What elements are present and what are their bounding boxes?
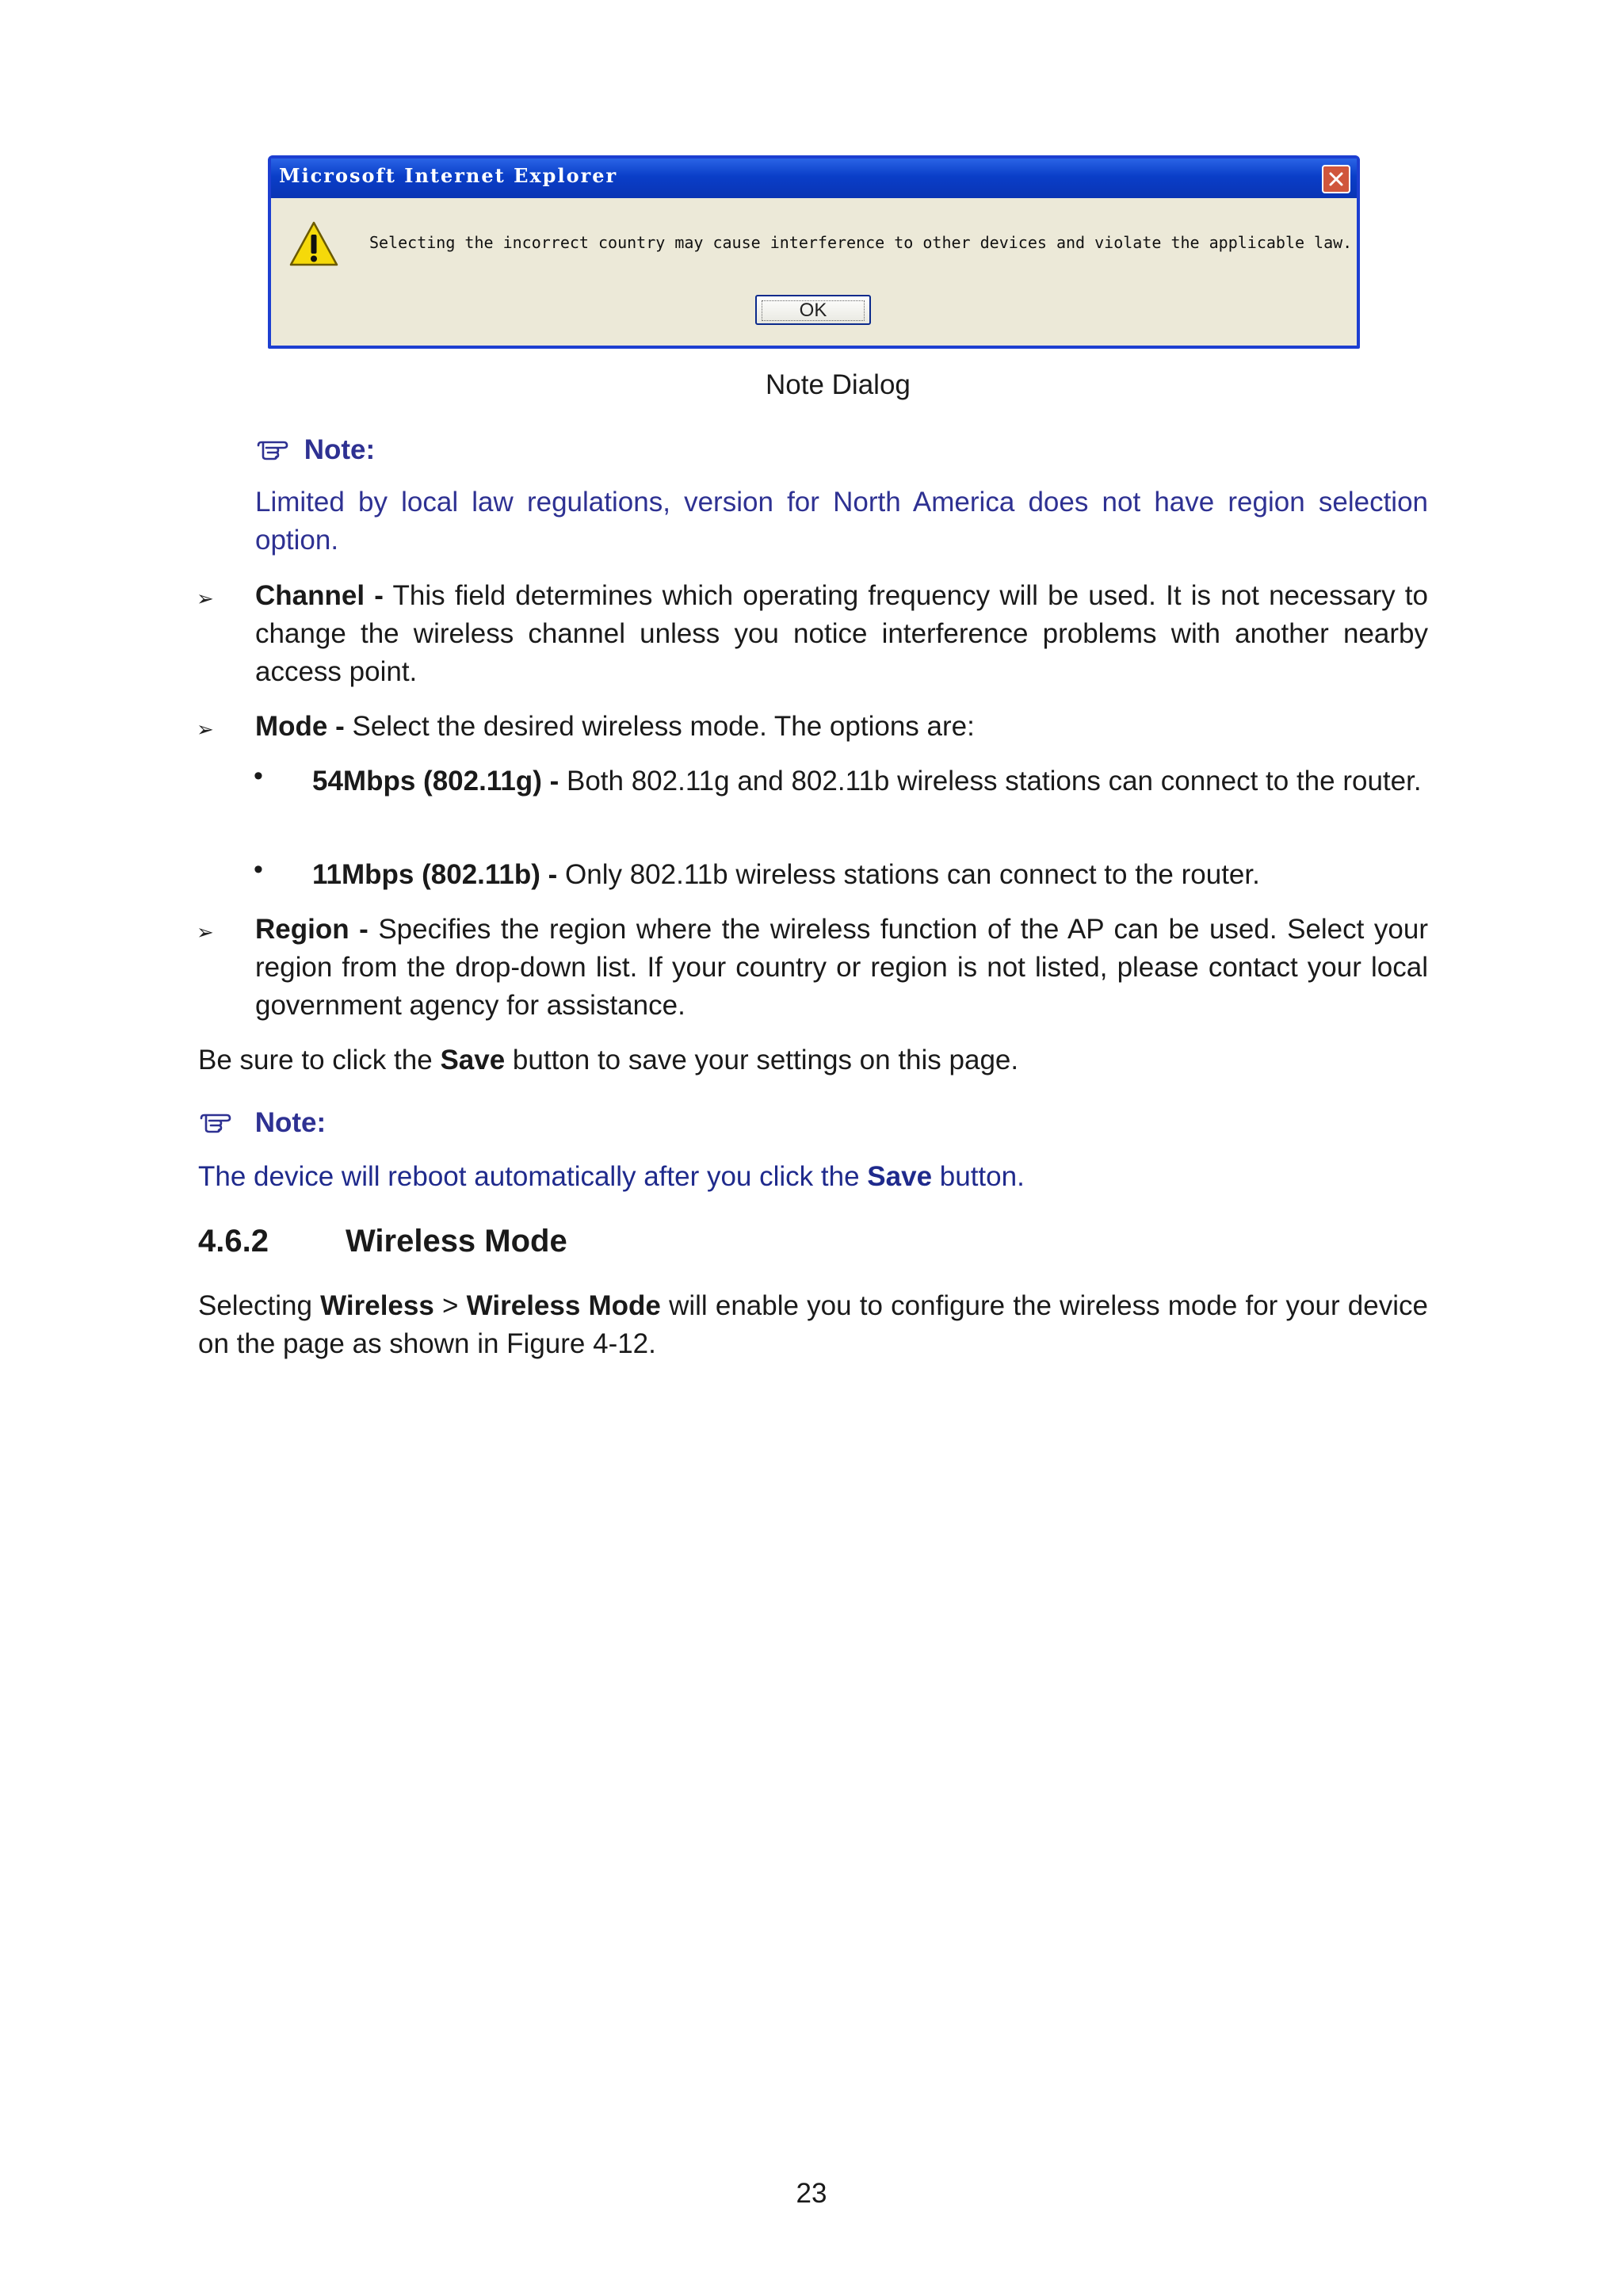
section-number: 4.6.2	[198, 1224, 269, 1259]
note-heading	[198, 1104, 326, 1142]
arrowhead-bullet-icon: ➢	[197, 717, 214, 741]
channel-term: Channel -	[255, 580, 384, 611]
note-heading	[255, 431, 375, 469]
option-term: 54Mbps (802.11g) -	[312, 766, 559, 797]
option-text: Only 802.11b wireless stations can connect to the router.	[565, 859, 1260, 890]
region-term: Region -	[255, 914, 369, 945]
ok-button-label: OK	[762, 300, 865, 321]
page-number: 23	[796, 2178, 827, 2209]
arrowhead-bullet-icon: ➢	[197, 586, 214, 610]
mode-term: Mode -	[255, 711, 345, 742]
note-text	[198, 1158, 1428, 1196]
pointing-hand-icon	[255, 437, 296, 461]
region-text: Specifies the region where the wireless function of the AP can be used. Select your region from the drop-down list. If your country or region is not listed, please contact your local government agency for assistance.	[255, 914, 1428, 1021]
section-text-bold1: Wireless	[320, 1290, 434, 1321]
dialog-message: Selecting the incorrect country may cause interference to other devices and violate the applicable law.	[369, 233, 1353, 252]
region-item	[255, 911, 1428, 1025]
ok-button[interactable]	[755, 295, 871, 325]
arrowhead-bullet-icon: ➢	[197, 920, 214, 944]
mode-item	[255, 708, 1428, 746]
option-item	[312, 762, 1428, 800]
figure-caption: Note Dialog	[766, 369, 911, 400]
save-bold: Save	[440, 1045, 506, 1075]
dialog-title-bar	[271, 159, 1357, 198]
option-text: Both 802.11g and 802.11b wireless stations can connect to the router.	[566, 766, 1422, 797]
warning-icon	[288, 220, 339, 272]
dialog-title: Microsoft Internet Explorer	[279, 164, 618, 187]
section-title: Wireless Mode	[346, 1224, 567, 1259]
section-text-pre: Selecting	[198, 1290, 312, 1321]
channel-item	[255, 577, 1428, 691]
pointing-hand-icon	[198, 1110, 239, 1134]
ie-alert-dialog	[268, 155, 1360, 349]
note-text: Limited by local law regulations, version for North America does not have region selection option.	[255, 487, 1428, 556]
note-label: Note:	[254, 1107, 327, 1138]
option-item	[312, 856, 1428, 894]
option-term: 11Mbps (802.11b) -	[312, 859, 558, 890]
bullet-dot: •	[254, 761, 263, 791]
mode-text: Select the desired wireless mode. The options are:	[352, 711, 975, 742]
note2-pre: The device will reboot automatically after you click the	[198, 1161, 860, 1192]
close-icon[interactable]	[1322, 165, 1350, 193]
section-text-post: will enable you to configure the wireless mode for your device on the page as shown in Figure 4-12.	[198, 1290, 1428, 1359]
channel-text: This field determines which operating frequency will be used. It is not necessary to change the wireless channel unless you notice interference problems with another nearby access point.	[255, 580, 1428, 687]
section-text-bold2: Wireless Mode	[466, 1290, 661, 1321]
note2-bold: Save	[867, 1161, 933, 1192]
note-label: Note:	[304, 434, 376, 465]
section-text-sep: >	[442, 1290, 459, 1321]
note2-post: button.	[939, 1161, 1025, 1192]
save-post: button to save your settings on this page.	[512, 1045, 1019, 1075]
bullet-dot: •	[254, 854, 263, 884]
save-instruction	[198, 1041, 1428, 1079]
section-paragraph	[198, 1287, 1428, 1363]
save-pre: Be sure to click the	[198, 1045, 433, 1075]
